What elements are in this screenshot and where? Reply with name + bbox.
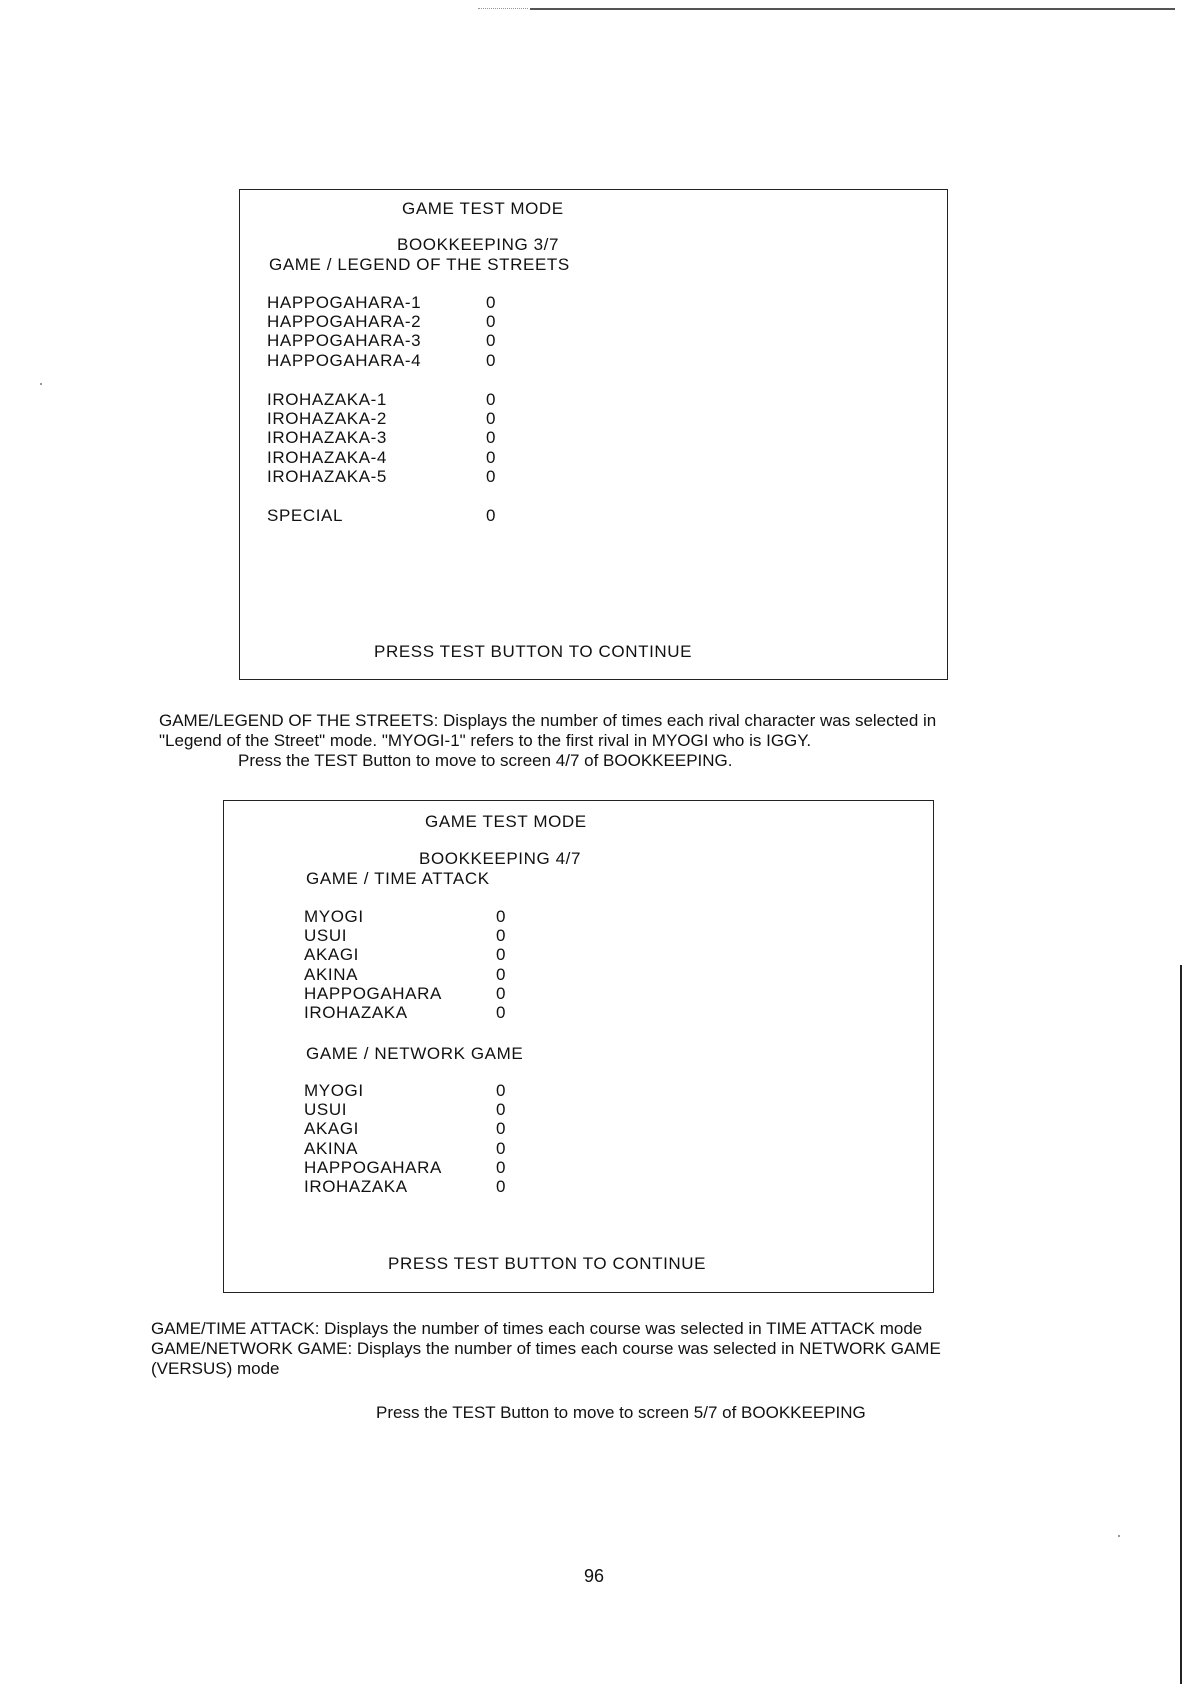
row-value: 0 (496, 1002, 507, 1022)
row-label: AKINA (304, 964, 359, 984)
section-heading: GAME / NETWORK GAME (306, 1044, 524, 1063)
special-row-wrap (267, 506, 567, 525)
list-row (304, 1177, 564, 1196)
continue-prompt: PRESS TEST BUTTON TO CONTINUE (374, 642, 693, 661)
row-label: IROHAZAKA-5 (267, 466, 387, 486)
list-row (267, 351, 567, 370)
list-row (304, 945, 564, 964)
screen-subtitle: BOOKKEEPING 4/7 (419, 849, 582, 868)
row-value: 0 (496, 926, 507, 946)
scan-top-rule (530, 8, 1175, 10)
row-value: 0 (486, 293, 497, 312)
scan-edge-rule (1180, 965, 1182, 1684)
list-row (304, 1158, 564, 1177)
description-line: GAME/TIME ATTACK: Displays the number of times each course was selected in TIME ATTACK mode (151, 1319, 923, 1338)
row-label: IROHAZAKA-4 (267, 447, 387, 467)
row-value: 0 (496, 1138, 507, 1158)
row-label: HAPPOGAHARA-1 (267, 293, 422, 312)
description-line: (VERSUS) mode (151, 1359, 280, 1378)
list-row (267, 467, 567, 486)
row-value: 0 (486, 331, 497, 351)
row-label: IROHAZAKA-1 (267, 390, 387, 409)
row-value: 0 (496, 1176, 507, 1196)
list-row (304, 1100, 564, 1119)
screen-title: GAME TEST MODE (402, 199, 564, 218)
row-value: 0 (486, 312, 497, 332)
description-line: GAME/LEGEND OF THE STREETS: Displays the number of times each rival character was selected in (159, 711, 937, 730)
row-label: HAPPOGAHARA-2 (267, 312, 422, 332)
row-value: 0 (496, 945, 507, 965)
row-label: HAPPOGAHARA (304, 1157, 442, 1177)
list-row (267, 293, 567, 312)
row-value: 0 (496, 907, 507, 926)
description-line: Press the TEST Button to move to screen 4/7 of BOOKKEEPING. (238, 751, 733, 770)
row-label: AKINA (304, 1138, 359, 1158)
list-row (304, 984, 564, 1003)
row-value: 0 (496, 1081, 507, 1100)
bookkeeping-4-screen (223, 800, 934, 1293)
list-row (267, 312, 567, 331)
scan-speck (1118, 1535, 1120, 1537)
list-row (267, 409, 567, 428)
list-row (304, 907, 564, 926)
row-label: SPECIAL (267, 506, 344, 525)
list-row (304, 1119, 564, 1138)
list-row (304, 1081, 564, 1100)
row-label: MYOGI (304, 1081, 364, 1100)
scan-dotted-line (478, 8, 528, 9)
row-value: 0 (486, 350, 497, 370)
list-row (267, 390, 567, 409)
list-row (304, 1003, 564, 1022)
network-game-list (304, 1081, 564, 1196)
time-attack-list (304, 907, 564, 1022)
row-label: HAPPOGAHARA-4 (267, 350, 422, 370)
page-number: 96 (584, 1566, 605, 1586)
list-row (267, 428, 567, 447)
row-label: HAPPOGAHARA (304, 983, 442, 1003)
row-label: IROHAZAKA (304, 1176, 408, 1196)
row-value: 0 (486, 447, 497, 467)
row-label: IROHAZAKA (304, 1002, 408, 1022)
row-label: IROHAZAKA-2 (267, 409, 387, 429)
screen-subtitle: BOOKKEEPING 3/7 (397, 235, 560, 254)
list-row (304, 926, 564, 945)
row-label: USUI (304, 1100, 348, 1120)
list-row (267, 448, 567, 467)
row-value: 0 (496, 964, 507, 984)
row-value: 0 (496, 1119, 507, 1139)
row-label: AKAGI (304, 1119, 359, 1139)
list-row (304, 1139, 564, 1158)
description-line: "Legend of the Street" mode. "MYOGI-1" refers to the first rival in MYOGI who is IGGY. (159, 731, 812, 750)
section-heading: GAME / LEGEND OF THE STREETS (269, 255, 570, 274)
row-value: 0 (486, 506, 497, 525)
row-label: AKAGI (304, 945, 359, 965)
row-value: 0 (486, 390, 497, 409)
bookkeeping-3-screen (239, 189, 948, 680)
row-value: 0 (486, 409, 497, 429)
happogahara-list (267, 293, 567, 370)
row-label: MYOGI (304, 907, 364, 926)
row-label: HAPPOGAHARA-3 (267, 331, 422, 351)
list-row (304, 965, 564, 984)
row-value: 0 (496, 1100, 507, 1120)
description-line: GAME/NETWORK GAME: Displays the number of times each course was selected in NETWORK GAME (151, 1339, 941, 1358)
continue-prompt: PRESS TEST BUTTON TO CONTINUE (388, 1254, 707, 1273)
row-label: IROHAZAKA-3 (267, 428, 387, 448)
screen-title: GAME TEST MODE (425, 812, 587, 831)
description-line: Press the TEST Button to move to screen 5/7 of BOOKKEEPING (376, 1403, 866, 1422)
row-label: USUI (304, 926, 348, 946)
row-value: 0 (496, 983, 507, 1003)
row-value: 0 (486, 428, 497, 448)
row-value: 0 (486, 466, 497, 486)
special-row (267, 506, 567, 525)
section-heading: GAME / TIME ATTACK (306, 869, 490, 888)
row-value: 0 (496, 1157, 507, 1177)
list-row (267, 331, 567, 350)
scan-speck (40, 383, 42, 385)
irohazaka-list (267, 390, 567, 486)
